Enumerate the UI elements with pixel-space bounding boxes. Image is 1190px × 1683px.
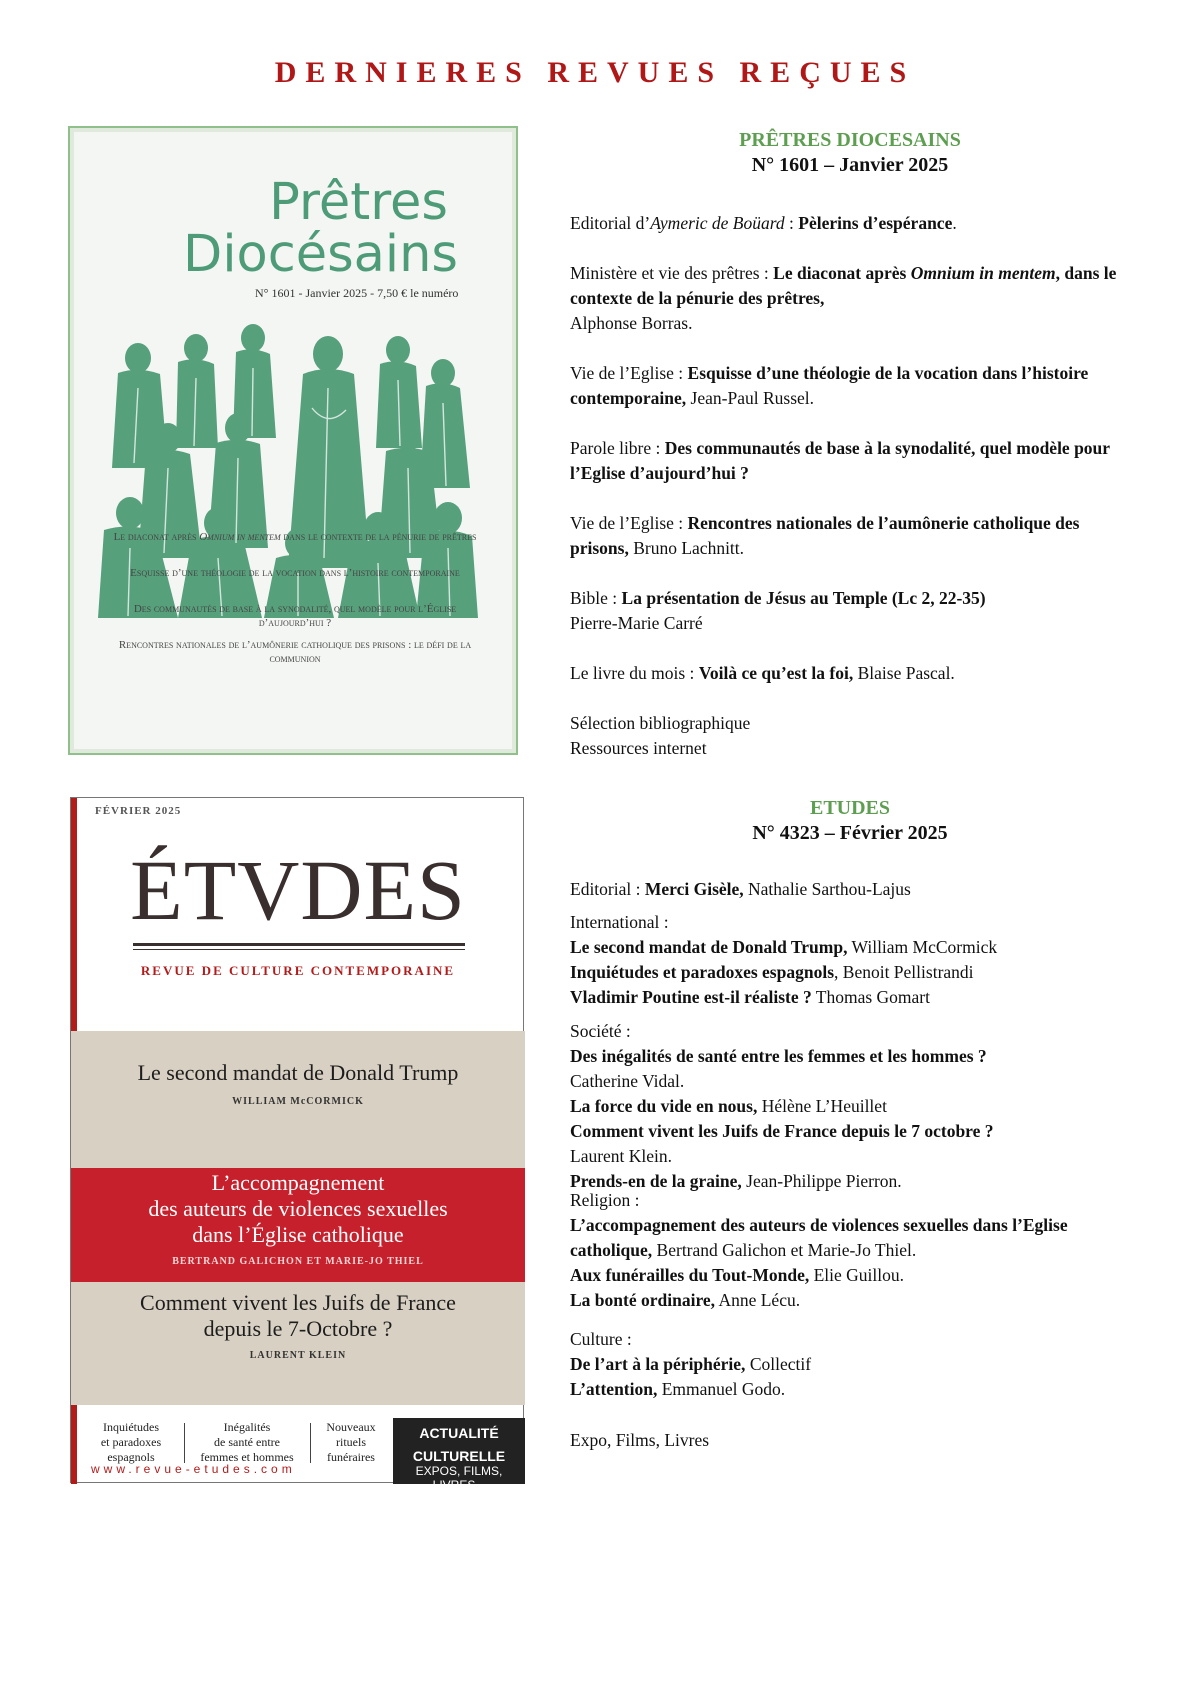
cover-feature-line: L’accompagnement bbox=[211, 1170, 385, 1195]
cover-teaser: Inquiétudes et paradoxes espagnols bbox=[100, 1420, 162, 1464]
cover-toc-item: Esquisse d’une théologie de la vocation dans l’histoire contemporaine bbox=[130, 567, 460, 579]
cover-headline: depuis le 7-Octobre ? bbox=[203, 1316, 393, 1341]
page-title: DERNIERES REVUES REÇUES bbox=[274, 56, 916, 89]
section-label: Société : bbox=[570, 1021, 631, 1041]
review-heading bbox=[570, 128, 1130, 178]
cover-website: www.revue-etudes.com bbox=[91, 1462, 296, 1476]
cover-issue-line: N° 1601 - Janvier 2025 - 7,50 € le numéro bbox=[255, 286, 459, 300]
review-name: PRÊTRES DIOCESAINS bbox=[739, 129, 961, 151]
toc-closing: Expo, Films, Livres bbox=[570, 1430, 710, 1450]
cover-subtitle: REVUE DE CULTURE CONTEMPORAINE bbox=[140, 963, 456, 978]
cover-feature-line: dans l’Église catholique bbox=[192, 1222, 404, 1247]
logo-rule bbox=[133, 949, 465, 950]
review-heading bbox=[570, 796, 1130, 846]
toc-section-international: International : Le second mandat de Donald Trump, William McCormick Inquiétudes et paradoxes espagnols, Benoit Pellistrandi Vladimir Poutine est-il réaliste ? Thomas Gomart bbox=[570, 910, 1125, 1010]
cover-teaser: Inégalités de santé entre femmes et hommes bbox=[200, 1420, 294, 1464]
toc-section-societe: Société : Des inégalités de santé entre les femmes et les hommes ? Catherine Vidal. La force du vide en nous, Hélène L’Heuillet Comment vivent les Juifs de France depuis le 7 octobre ? Laurent Klein. Prends-en de la graine, Jean-Philippe Pierron. bbox=[570, 1019, 1125, 1194]
actualite-box: ACTUALITÉ CULTURELLE EXPOS, FILMS, LIVRES... bbox=[393, 1418, 525, 1484]
toc-entry: Bible : La présentation de Jésus au Temple (Lc 2, 22-35) Pierre-Marie Carré bbox=[570, 588, 986, 633]
cover-headline: Le second mandat de Donald Trump bbox=[137, 1060, 459, 1085]
cover-feature-line: des auteurs de violences sexuelles bbox=[148, 1196, 448, 1221]
toc-entry: Sélection bibliographique Ressources internet bbox=[570, 713, 751, 758]
cover-author: BERTRAND GALICHON ET MARIE-JO THIEL bbox=[172, 1256, 424, 1267]
toc-section-religion: Religion : L’accompagnement des auteurs de violences sexuelles dans l’Eglise catholique, Bertrand Galichon et Marie-Jo Thiel. Aux funérailles du Tout-Monde, Elie Guillou. La bonté ordinaire, Anne Lécu. bbox=[570, 1188, 1125, 1313]
cover-headline: Comment vivent les Juifs de France bbox=[140, 1290, 456, 1315]
section-label: Religion : bbox=[570, 1190, 640, 1210]
section-label: Culture : bbox=[570, 1329, 632, 1349]
cover-date: FÉVRIER 2025 bbox=[95, 805, 182, 817]
cover-title-line2: Diocésains bbox=[183, 225, 458, 284]
toc-entry: Le livre du mois : Voilà ce qu’est la foi, Blaise Pascal. bbox=[570, 663, 955, 683]
toc-section-culture: Culture : De l’art à la périphérie, Collectif L’attention, Emmanuel Godo. bbox=[570, 1327, 1125, 1402]
toc-entry: Parole libre : Des communautés de base à la synodalité, quel modèle pour l’Eglise d’aujourd’hui ? bbox=[570, 438, 1110, 483]
cover-toc-item: Rencontres nationales de l’aumônerie catholique des prisons : le défi de la communion bbox=[118, 639, 472, 665]
cover-pretres-diocesains bbox=[68, 126, 518, 755]
toc-entry: Vie de l’Eglise : Esquisse d’une théologie de la vocation dans l’histoire contemporaine, Jean-Paul Russel. bbox=[570, 363, 1089, 408]
toc-entry: Ministère et vie des prêtres : Le diaconat après Omnium in mentem, dans le contexte de la pénurie des prêtres, Alphonse Borras. bbox=[570, 263, 1117, 333]
toc-entry: Editorial : Merci Gisèle, Nathalie Sarthou-Lajus bbox=[570, 879, 911, 899]
teaser-divider bbox=[310, 1423, 311, 1463]
review-number: N° 1601 – Janvier 2025 bbox=[751, 154, 949, 176]
cover-teaser: Nouveaux rituels funéraires bbox=[326, 1420, 376, 1464]
cover-logo: ÉTVDES bbox=[130, 842, 466, 938]
review-name: ETUDES bbox=[809, 797, 891, 819]
teaser-divider bbox=[184, 1423, 185, 1463]
review-number: N° 4323 – Février 2025 bbox=[752, 822, 948, 844]
cover-toc-item: Le diaconat après Omnium in mentem dans le contexte de la pénurie de prêtres bbox=[113, 531, 477, 543]
toc-entry: Editorial d’Aymeric de Boüard : Pèlerins d’espérance. bbox=[570, 213, 957, 233]
cover-author: LAURENT KLEIN bbox=[249, 1350, 347, 1361]
cover-toc-item: Des communautés de base à la synodalité, quel modèle pour l’Église d’aujourd’hui ? bbox=[133, 603, 457, 629]
cover-author: WILLIAM McCORMICK bbox=[232, 1096, 364, 1107]
logo-rule bbox=[133, 943, 465, 946]
toc-entry: Vie de l’Eglise : Rencontres nationales de l’aumônerie catholique des prisons, Bruno Lachnitt. bbox=[570, 513, 1080, 558]
cover-title-line1: Prêtres bbox=[269, 173, 448, 232]
section-label: International : bbox=[570, 912, 669, 932]
cover-etudes bbox=[70, 797, 524, 1492]
